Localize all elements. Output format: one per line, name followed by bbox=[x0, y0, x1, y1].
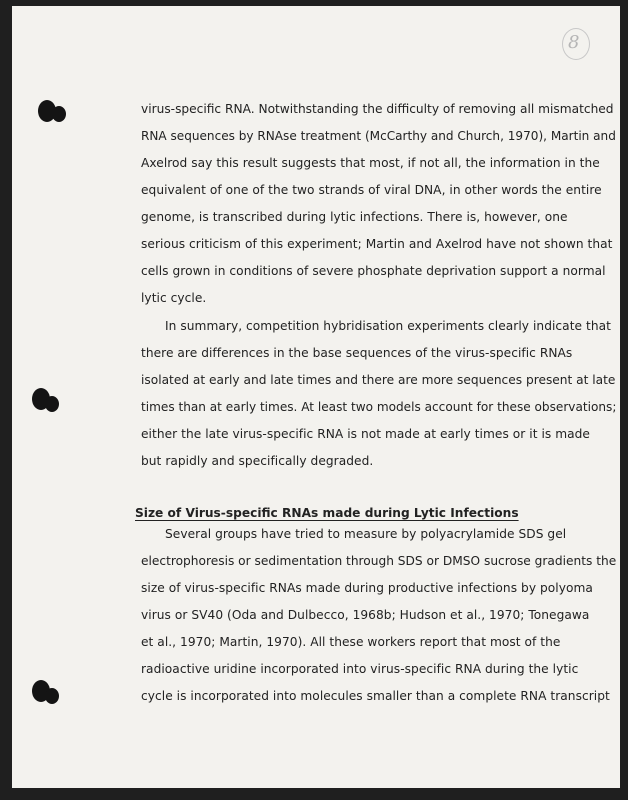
paragraph-3-line: et al., 1970; Martin, 1970). All these workers report that most of the bbox=[141, 635, 561, 649]
paragraph-2-line: isolated at early and late times and there are more sequences present at late bbox=[141, 373, 616, 387]
paragraph-2-line: times than at early times. At least two models account for these observations; bbox=[141, 400, 617, 414]
paragraph-3-line: electrophoresis or sedimentation through SDS or DMSO sucrose gradients the bbox=[141, 554, 617, 568]
paragraph-1-line: cells grown in conditions of severe phosphate deprivation support a normal bbox=[141, 264, 606, 278]
paragraph-3-line: radioactive uridine incorporated into virus-specific RNA during the lytic bbox=[141, 662, 579, 676]
paragraph-2-line: there are differences in the base sequences of the virus-specific RNAs bbox=[141, 346, 573, 360]
paragraph-2-line: In summary, competition hybridisation experiments clearly indicate that bbox=[165, 319, 611, 333]
document-page bbox=[12, 6, 620, 788]
paragraph-1-line: virus-specific RNA. Notwithstanding the difficulty of removing all mismatched bbox=[141, 102, 614, 116]
punch-hole-bottom-b bbox=[45, 688, 59, 704]
paragraph-1-line: equivalent of one of the two strands of viral DNA, in other words the entire bbox=[141, 183, 602, 197]
paragraph-1-line: lytic cycle. bbox=[141, 291, 207, 305]
page-number: 8 bbox=[568, 32, 580, 53]
paragraph-3-line: size of virus-specific RNAs made during productive infections by polyoma bbox=[141, 581, 593, 595]
paragraph-3-line: virus or SV40 (Oda and Dulbecco, 1968b; Hudson et al., 1970; Tonegawa bbox=[141, 608, 590, 622]
punch-hole-middle-b bbox=[45, 396, 59, 412]
paragraph-2-line: either the late virus-specific RNA is not made at early times or it is made bbox=[141, 427, 590, 441]
paragraph-2-line: but rapidly and specifically degraded. bbox=[141, 454, 374, 468]
paragraph-1-line: genome, is transcribed during lytic infections. There is, however, one bbox=[141, 210, 568, 224]
paragraph-3-line: cycle is incorporated into molecules smaller than a complete RNA transcript bbox=[141, 689, 610, 703]
paragraph-1-line: RNA sequences by RNAse treatment (McCarthy and Church, 1970), Martin and bbox=[141, 129, 616, 143]
paragraph-3-line: Several groups have tried to measure by polyacrylamide SDS gel bbox=[165, 527, 567, 541]
paragraph-1-line: Axelrod say this result suggests that most, if not all, the information in the bbox=[141, 156, 600, 170]
section-heading: Size of Virus-specific RNAs made during Lytic Infections bbox=[135, 506, 519, 520]
paragraph-1-line: serious criticism of this experiment; Martin and Axelrod have not shown that bbox=[141, 237, 613, 251]
punch-hole-top-b bbox=[52, 106, 66, 122]
